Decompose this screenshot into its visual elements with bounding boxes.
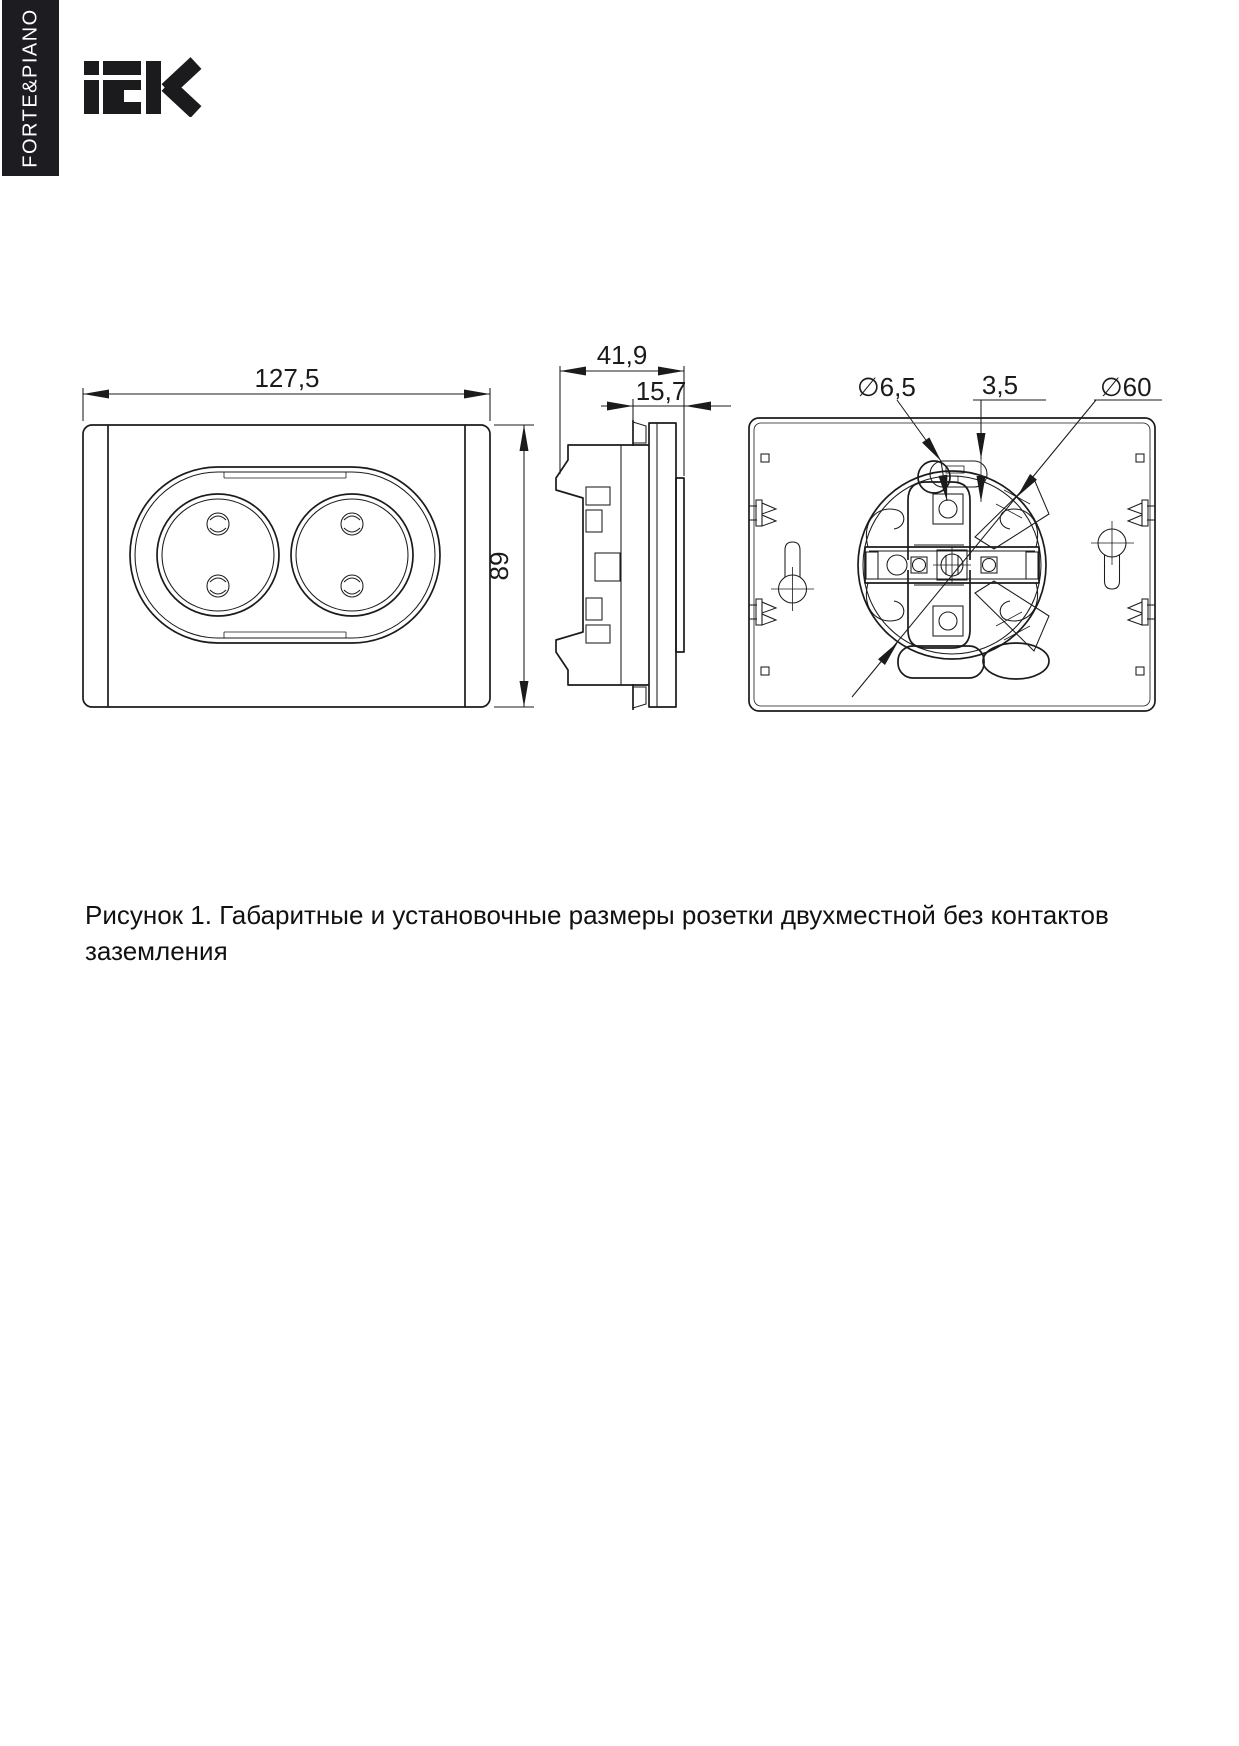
dimension-front-height xyxy=(484,425,534,707)
dim-label-side-depth-total: 41,9 xyxy=(596,340,648,370)
dim-label-side-depth-front: 15,7 xyxy=(635,376,687,406)
edge-claw xyxy=(749,500,776,526)
dim-label-box-diameter: ∅60 xyxy=(1100,372,1152,402)
rear-view xyxy=(749,370,1162,711)
front-view xyxy=(83,363,534,707)
leader-box-diameter xyxy=(852,372,1162,697)
figure-caption xyxy=(85,897,1109,969)
front-socket-left-well xyxy=(157,494,279,616)
dim-label-front-height: 89 xyxy=(484,551,514,581)
front-socket-stadium xyxy=(130,467,440,643)
dimension-side-depth-front xyxy=(601,376,731,420)
keyhole-slot-right xyxy=(1091,521,1134,589)
dim-label-screw-hole: ∅6,5 xyxy=(857,372,916,402)
side-cover-lip xyxy=(676,478,684,652)
dim-label-front-width: 127,5 xyxy=(254,363,320,393)
dimension-side-depth-total xyxy=(560,340,684,476)
side-mechanism xyxy=(556,445,649,685)
figure-caption-line2: заземления xyxy=(85,936,228,966)
cable-clamp xyxy=(898,646,984,678)
side-view xyxy=(556,340,731,710)
technical-drawing xyxy=(0,0,1239,780)
brand-sidebar-label: FORTE&PIANO xyxy=(19,8,41,168)
figure-caption-line1: Рисунок 1. Габаритные и установочные размеры розетки двухместной без контактов xyxy=(85,900,1109,930)
side-cover xyxy=(649,423,676,707)
keyhole-slot-left xyxy=(771,542,814,611)
front-socket-right-well xyxy=(291,494,413,616)
dim-label-claw-gap: 3,5 xyxy=(981,370,1019,400)
dimension-front-width xyxy=(83,363,490,421)
